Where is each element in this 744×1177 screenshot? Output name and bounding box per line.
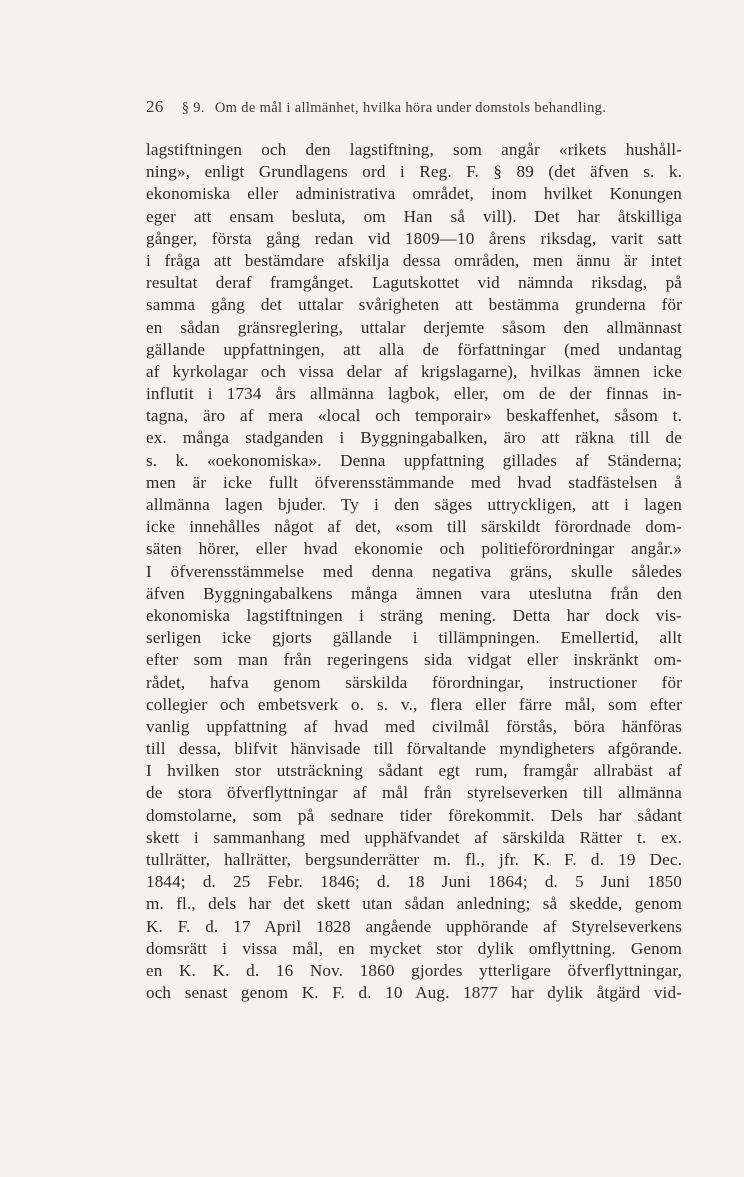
text-line: gällande uppfattningen, att alla de författningar (med undantag <box>146 339 682 359</box>
text-line: K. F. d. 17 April 1828 angående upphörande af Styrelseverkens <box>146 916 682 936</box>
text-line: ex. många stadganden i Byggningabalken, äro att räkna till de <box>146 428 682 448</box>
text-line: domstolarne, som på sednare tider förekommit. Dels har sådant <box>146 805 682 825</box>
text-line: äfven Byggningabalkens många ämnen vara uteslutna från den <box>146 583 682 603</box>
text-line: och senast genom K. F. d. 10 Aug. 1877 har dylik åtgärd vid- <box>146 983 682 1003</box>
text-line: ekonomiska eller administrativa området, inom hvilket Konungen <box>146 184 682 204</box>
text-line: skett i sammanhang med upphäfvandet af särskilda Rätter t. ex. <box>146 827 682 847</box>
text-line: men är icke fullt öfverensstämmande med hvad stadfästelsen å <box>146 472 682 492</box>
text-line: collegier och embetsverk o. s. v., flera eller färre mål, som efter <box>146 694 682 714</box>
text-line: vanlig uppfattning af hvad med civilmål förstås, böra hänföras <box>146 716 682 736</box>
text-line: serligen icke gjorts gällande i tillämpningen. Emellertid, allt <box>146 628 682 648</box>
text-line: 1844; d. 25 Febr. 1846; d. 18 Juni 1864; d. 5 Juni 1850 <box>146 872 682 892</box>
text-line: efter som man från regeringens sida vidgat eller inskränkt om- <box>146 650 682 670</box>
text-line: I hvilken stor utsträckning sådant egt rum, framgår allrabäst af <box>146 761 682 781</box>
running-header <box>146 97 686 119</box>
text-line: tullrätter, hallrätter, bergsunderrätter m. fl., jfr. K. F. d. 19 Dec. <box>146 850 682 869</box>
text-line: I öfverensstämmelse med denna negativa gräns, skulle således <box>146 561 682 581</box>
section-mark: § 9. <box>181 100 205 116</box>
text-line: influtit i 1734 års allmänna lagbok, eller, om de der finnas in- <box>146 384 682 404</box>
header-title: Om de mål i allmänhet, hvilka höra under domstols behandling. <box>214 100 607 116</box>
text-line: resultat deraf framgånget. Lagutskottet vid nämnda riksdag, på <box>146 273 682 293</box>
text-line: icke innehålles något af det, «som till särskildt förordnade dom- <box>146 517 682 537</box>
text-line: en sådan gränsreglering, uttalar derjemte såsom den allmännast <box>146 317 682 337</box>
text-line: s. k. «oekonomiska». Denna uppfattning gillades af Ständerna; <box>146 450 682 470</box>
text-line: en K. K. d. 16 Nov. 1860 gjordes ytterligare öfverflyttningar, <box>146 960 682 980</box>
text-line: af kyrkolagar och vissa delar af krigslagarne), hvilkas ämnen icke <box>146 361 682 381</box>
text-line: de stora öfverflyttningar af mål från styrelseverken till allmänna <box>146 783 682 803</box>
text-line: samma gång det uttalar svårigheten att bestämma grunderna för <box>146 295 682 315</box>
text-line: domsrätt i vissa mål, en mycket stor dylik omflyttning. Genom <box>146 938 682 958</box>
text-line: lagstiftningen och den lagstiftning, som angår «rikets hushåll- <box>146 140 682 159</box>
text-line: till dessa, blifvit hänvisade till förvaltande myndigheters afgörande. <box>146 739 682 759</box>
page-number: 26 <box>146 97 164 116</box>
text-line: ning», enligt Grundlagens ord i Reg. F. § 89 (det äfven s. k. <box>146 162 682 182</box>
text-line: ekonomiska lagstiftningen i sträng mening. Detta har dock vis- <box>146 605 682 625</box>
text-line: gånger, första gång redan vid 1809—10 årens riksdag, varit satt <box>146 228 682 248</box>
text-line: eger att ensam besluta, om Han så vill). Det har åtskilliga <box>146 206 682 226</box>
text-line: i fråga att bestämdare afskilja dessa områden, men ännu är intet <box>146 250 682 270</box>
text-line: tagna, äro af mera «local och temporair» beskaffenhet, såsom t. <box>146 406 682 426</box>
text-line: rådet, hafva genom särskilda förordningar, instructioner för <box>146 672 682 692</box>
text-line: m. fl., dels har det skett utan sådan anledning; så skedde, genom <box>146 894 682 914</box>
text-line: allmänna lagen bjuder. Ty i den säges uttryckligen, att i lagen <box>146 495 682 514</box>
body-text <box>146 139 682 1004</box>
text-line: säten hörer, eller hvad ekonomie och politieförordningar angår.» <box>146 539 682 559</box>
